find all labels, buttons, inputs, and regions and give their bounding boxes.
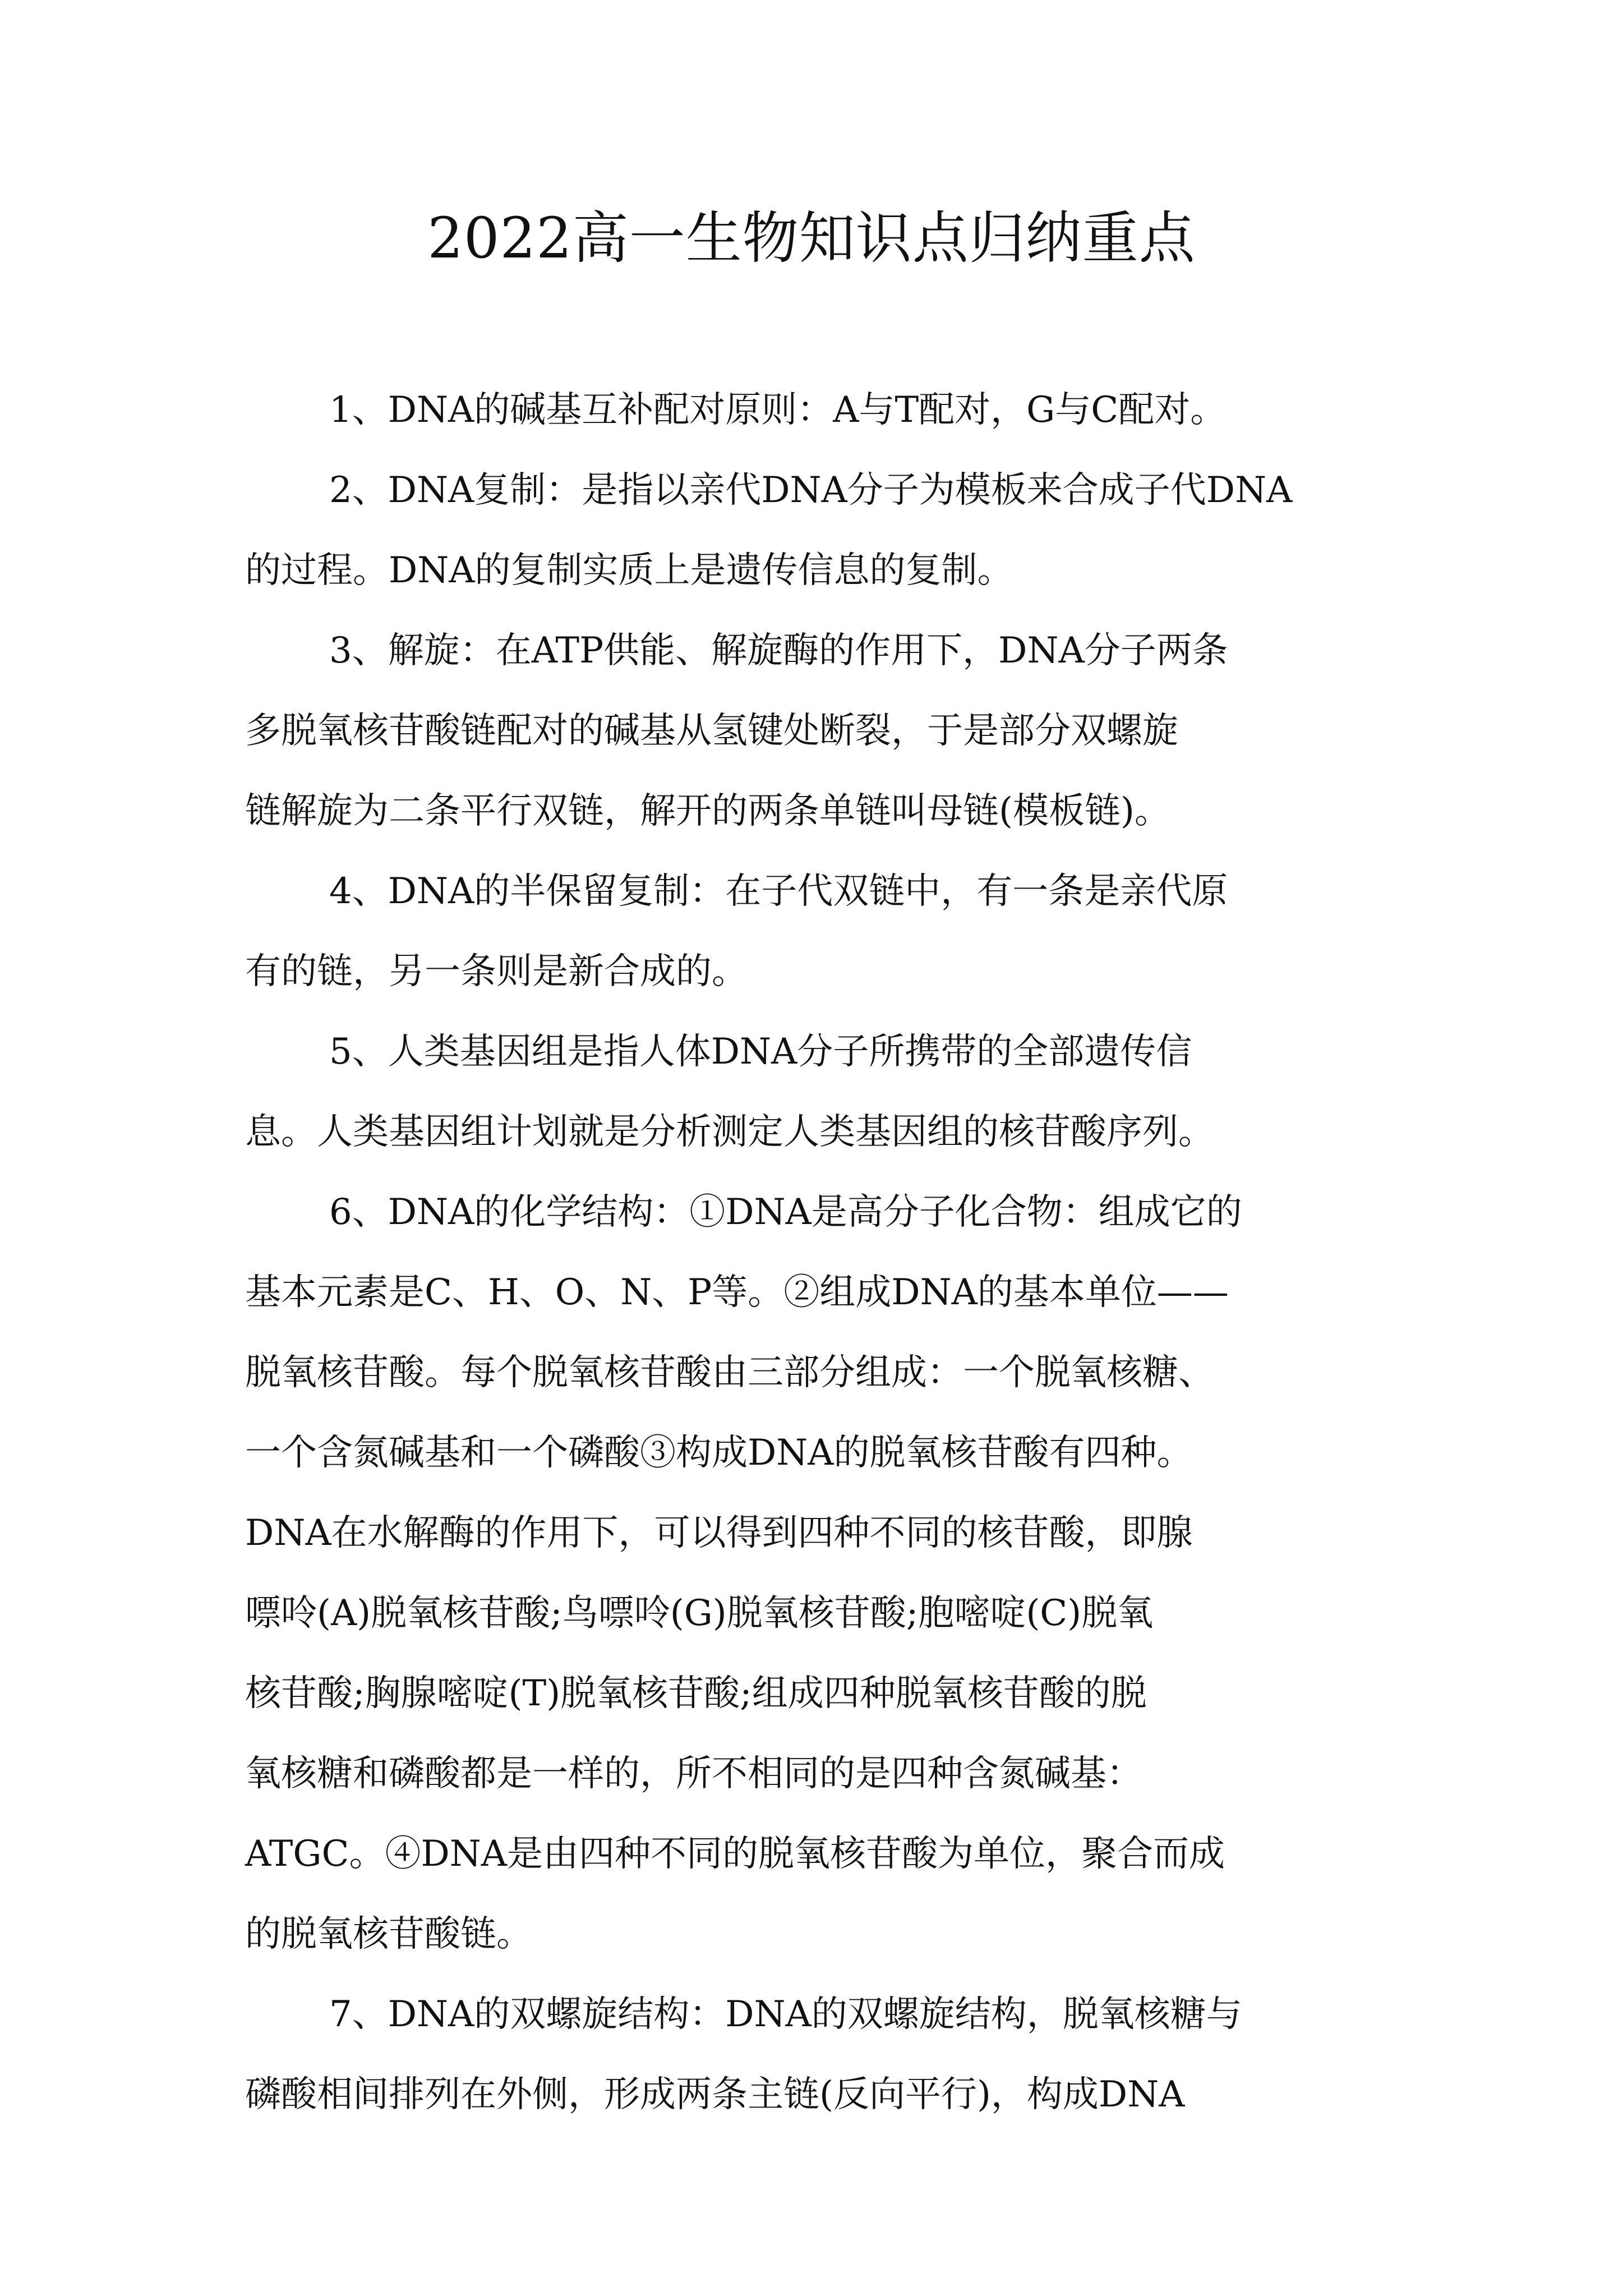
paragraph-line: 2、DNA复制：是指以亲代DNA分子为模板来合成子代DNA [329,470,1293,511]
paragraph-line: DNA在水解酶的作用下，可以得到四种不同的核苷酸，即腺 [245,1512,1193,1554]
paragraph-line: 多脱氧核苷酸链配对的碱基从氢键处断裂，于是部分双螺旋 [245,710,1178,752]
paragraph-line: 7、DNA的双螺旋结构：DNA的双螺旋结构，脱氧核糖与 [329,1994,1242,2035]
paragraph-line: 4、DNA的半保留复制：在子代双链中，有一条是亲代原 [329,871,1228,912]
paragraph-line: ATGC。④DNA是由四种不同的脱氧核苷酸为单位，聚合而成 [245,1833,1225,1875]
paragraph-1 [245,370,1395,450]
paragraph-5 [245,1012,1395,1172]
paragraph-line: 氧核糖和磷酸都是一样的，所不相同的是四种含氮碱基： [245,1753,1142,1795]
paragraph-line: 有的链，另一条则是新合成的。 [245,951,748,992]
paragraph-6 [245,1172,1395,1975]
paragraph-line: 息。人类基因组计划就是分析测定人类基因组的核苷酸序列。 [245,1111,1214,1153]
paragraph-line: 一个含氮碱基和一个磷酸③构成DNA的脱氧核苷酸有四种。 [245,1432,1193,1474]
paragraph-line: 3、解旋：在ATP供能、解旋酶的作用下，DNA分子两条 [329,630,1228,671]
paragraph-7 [245,1975,1395,2135]
paragraph-3 [245,611,1395,852]
paragraph-line: 链解旋为二条平行双链，解开的两条单链叫母链(模板链)。 [245,790,1170,832]
paragraph-line: 基本元素是C、H、O、N、P等。②组成DNA的基本单位—— [245,1272,1229,1313]
paragraph-2 [245,450,1395,611]
paragraph-line: 5、人类基因组是指人体DNA分子所携带的全部遗传信 [329,1031,1192,1073]
paragraph-line: 的脱氧核苷酸链。 [245,1913,532,1955]
paragraph-line: 6、DNA的化学结构：①DNA是高分子化合物：组成它的 [329,1191,1242,1233]
paragraph-line: 磷酸相间排列在外侧，形成两条主链(反向平行)，构成DNA [245,2074,1185,2115]
document-body [245,370,1395,2135]
paragraph-4 [245,852,1395,1012]
paragraph-line: 脱氧核苷酸。每个脱氧核苷酸由三部分组成：一个脱氧核糖、 [245,1352,1214,1393]
paragraph-line: 嘌呤(A)脱氧核苷酸;鸟嘌呤(G)脱氧核苷酸;胞嘧啶(C)脱氧 [245,1593,1154,1634]
paragraph-line: 1、DNA的碱基互补配对原则：A与T配对，G与C配对。 [329,389,1227,431]
document-title: 2022高一生物知识点归纳重点 [427,205,1196,271]
paragraph-line: 核苷酸;胸腺嘧啶(T)脱氧核苷酸;组成四种脱氧核苷酸的脱 [245,1673,1147,1714]
paragraph-line: 的过程。DNA的复制实质上是遗传信息的复制。 [245,550,1013,591]
